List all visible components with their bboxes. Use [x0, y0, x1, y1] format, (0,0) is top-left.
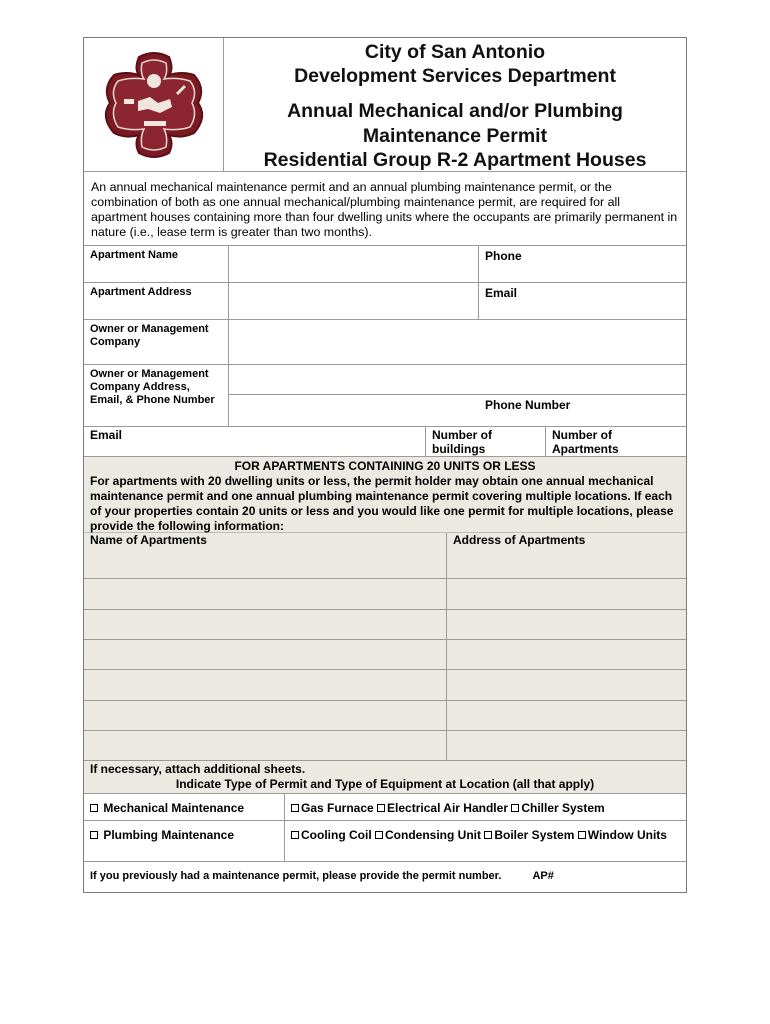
chiller-system-option[interactable]: [511, 801, 604, 815]
owner-address-row: [84, 364, 686, 426]
boiler-system-option[interactable]: [484, 828, 574, 842]
table-row: [84, 609, 686, 639]
num-apartments-label: Number of Apartments: [552, 428, 619, 456]
plumbing-checkbox[interactable]: [84, 821, 284, 861]
previous-permit-label: If you previously had a maintenance permit, please provide the permit number.: [90, 870, 502, 882]
header-titles: [224, 38, 686, 171]
apartment-name-cell[interactable]: [84, 701, 446, 730]
apartment-address-cell[interactable]: [446, 640, 686, 669]
section-20-units: [84, 456, 686, 532]
ap-number-label: AP#: [532, 870, 554, 882]
cooling-coil-label: Cooling Coil: [301, 828, 372, 842]
condensing-unit-label: Condensing Unit: [385, 828, 481, 842]
section-20-body: For apartments with 20 dwelling units or less, the permit holder may obtain one annual mechanical maintenance permit and one annual plumbing maintenance permit covering multiple locations. If each of your properties contain 20 units or less and you would like one permit for multiple locations, please provide the following information:: [90, 474, 674, 533]
owner-phone-row: [229, 395, 686, 426]
owner-address-label: Owner or Management Company Address, Email, & Phone Number: [90, 368, 215, 406]
city-seal-icon: [98, 51, 210, 159]
apartment-address-cell[interactable]: [446, 610, 686, 639]
plumbing-equipment: [284, 821, 686, 861]
checkbox-icon: [375, 831, 383, 839]
electrical-air-handler-label: Electrical Air Handler: [387, 801, 508, 815]
org-name: City of San Antonio: [364, 41, 546, 63]
attach-note: If necessary, attach additional sheets.: [90, 762, 306, 776]
table-row: [84, 548, 686, 578]
plumbing-label: Plumbing Maintenance: [103, 828, 235, 842]
num-buildings-field[interactable]: [425, 427, 545, 456]
form-header: [84, 38, 686, 171]
mechanical-equipment: [284, 794, 686, 820]
chiller-system-label: Chiller System: [521, 801, 605, 815]
apartment-address-label: Apartment Address: [90, 286, 192, 298]
previous-permit-row: [84, 861, 686, 892]
apartment-address-row: [84, 282, 686, 319]
checkbox-icon: [90, 831, 98, 839]
apartment-name-label: Apartment Name: [90, 249, 179, 261]
email-label: Email: [485, 286, 518, 300]
window-units-option[interactable]: [578, 828, 667, 842]
window-units-label: Window Units: [587, 828, 667, 842]
phone-number-label: Phone Number: [485, 398, 571, 412]
permit-type-heading: Indicate Type of Permit and Type of Equipment at Location (all that apply): [175, 777, 595, 791]
form-title-line3: Residential Group R-2 Apartment Houses: [263, 148, 647, 171]
previous-permit-field[interactable]: [84, 862, 686, 892]
owner-company-row: [84, 319, 686, 364]
checkbox-icon: [291, 804, 299, 812]
apartment-address-cell[interactable]: [446, 701, 686, 730]
attach-note-block: [84, 761, 686, 793]
owner-address-fields: [228, 365, 686, 426]
city-seal-logo: [84, 38, 224, 171]
phone-field[interactable]: [478, 246, 686, 282]
table-row: [84, 639, 686, 669]
plumbing-row: [84, 820, 686, 861]
mechanical-row: [84, 793, 686, 820]
apartment-name-cell[interactable]: [84, 670, 446, 700]
apartment-name-cell[interactable]: [84, 579, 446, 609]
apartment-name-cell[interactable]: [84, 610, 446, 639]
intro-text: An annual mechanical maintenance permit and an annual plumbing maintenance permit, or the combination of both as one annual mechanical/plumbing maintenance permit, are required for all apartment houses containing more than four dwelling units where the occupants are primarily permanent in nature (i.e., lease term is greater than two months).: [91, 180, 678, 239]
department-name: Development Services Department: [294, 65, 616, 87]
section-20-text: [84, 457, 686, 532]
checkbox-icon: [484, 831, 492, 839]
condensing-unit-option[interactable]: [375, 828, 481, 842]
cooling-coil-option[interactable]: [291, 828, 372, 842]
owner-contact-field[interactable]: [229, 395, 479, 426]
apartment-name-row: [84, 245, 686, 282]
apartments-table-body: [84, 548, 686, 760]
email-field[interactable]: [478, 283, 686, 319]
attach-note-row: [84, 760, 686, 793]
checkbox-icon: [90, 804, 98, 812]
phone-label: Phone: [485, 249, 522, 263]
gas-furnace-label: Gas Furnace: [301, 801, 374, 815]
apartment-name-field[interactable]: [228, 246, 478, 282]
table-row: [84, 700, 686, 730]
permit-form: [83, 37, 687, 893]
checkbox-icon: [511, 804, 519, 812]
section-20-heading: FOR APARTMENTS CONTAINING 20 UNITS OR LESS: [234, 459, 536, 473]
mechanical-checkbox[interactable]: [84, 794, 284, 820]
table-row: [84, 669, 686, 700]
apartment-address-cell[interactable]: [446, 731, 686, 760]
owner-company-field[interactable]: [228, 320, 686, 364]
owner-company-label: Owner or Management Company: [90, 323, 209, 348]
apartment-name-cell[interactable]: [84, 548, 446, 578]
form-title-line1: Annual Mechanical and/or Plumbing: [287, 100, 623, 122]
apartment-name-cell[interactable]: [84, 731, 446, 760]
checkbox-icon: [377, 804, 385, 812]
table-row: [84, 730, 686, 760]
num-apartments-field[interactable]: [545, 427, 686, 456]
email2-field[interactable]: [84, 427, 425, 456]
form-title-line2: Maintenance Permit: [362, 124, 548, 147]
apartments-table-header: [84, 532, 686, 548]
owner-address-field[interactable]: [229, 365, 686, 395]
checkbox-icon: [578, 831, 586, 839]
boiler-system-label: Boiler System: [494, 828, 575, 842]
col-address-apartments: Address of Apartments: [446, 533, 686, 548]
electrical-air-handler-option[interactable]: [377, 801, 508, 815]
apartment-address-cell[interactable]: [446, 670, 686, 700]
apartment-address-cell[interactable]: [446, 579, 686, 609]
intro-row: [84, 171, 686, 245]
col-name-apartments: Name of Apartments: [90, 533, 207, 547]
table-row: [84, 578, 686, 609]
email-buildings-row: [84, 426, 686, 456]
apartment-name-cell[interactable]: [84, 640, 446, 669]
mechanical-label: Mechanical Maintenance: [103, 801, 245, 815]
email2-label: Email: [90, 428, 123, 442]
gas-furnace-option[interactable]: [291, 801, 374, 815]
apartment-address-field[interactable]: [228, 283, 478, 319]
checkbox-icon: [291, 831, 299, 839]
phone-number-field[interactable]: [479, 395, 686, 426]
apartment-address-cell[interactable]: [446, 548, 686, 578]
num-buildings-label: Number of buildings: [432, 428, 492, 456]
